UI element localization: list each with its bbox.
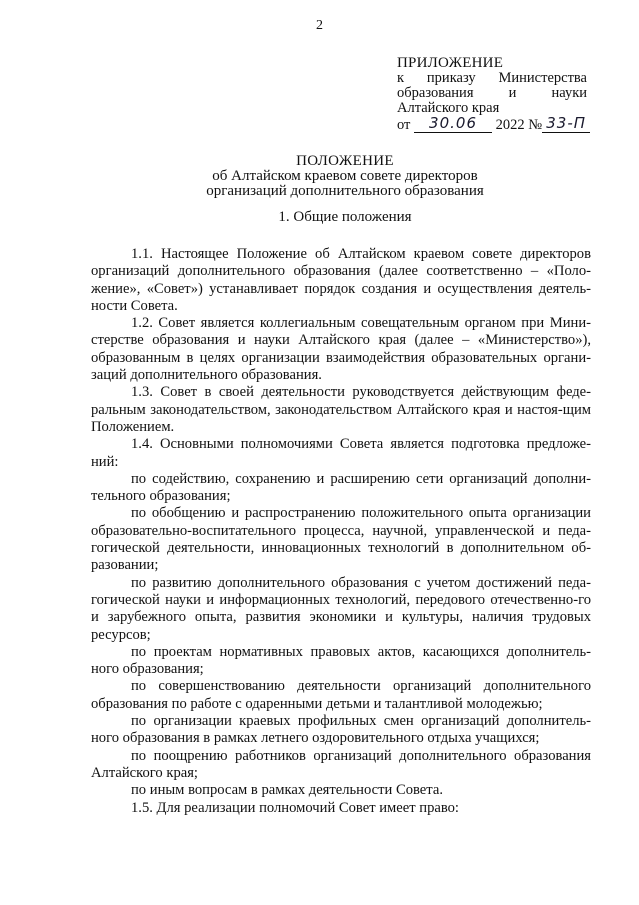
order-year: 2022 — [495, 117, 525, 133]
appendix-line-1: к приказу Министерства — [397, 70, 587, 86]
body-text — [91, 246, 591, 817]
date-field — [414, 116, 492, 133]
list-item: по поощрению работников организаций дополнительного образования Алтайского края; — [91, 747, 591, 781]
list-item: по проектам нормативных правовых актов, касающихся дополнитель-ного образования; — [91, 643, 591, 678]
title-sub-1: об Алтайском краевом совете директоров — [212, 168, 478, 184]
title-sub-2: организаций дополнительного образования — [206, 183, 484, 199]
section-heading: 1. Общие положения — [278, 209, 412, 225]
handwritten-date: 30.06 — [429, 114, 477, 132]
order-date-line — [397, 116, 587, 134]
list-item: по иным вопросам в рамках деятельности Совета. — [131, 782, 443, 799]
paragraph-1-2: 1.2. Совет является коллегиальным совещательным органом при Мини-стерстве образования и науки Алтайского края (далее – «Министерство»), образованным в целях организации взаимодействия образовательных органи-заций дополнительного образования. — [91, 315, 591, 384]
list-item: по совершенствованию деятельности организаций дополнительного образования по работе с одаренными детьми и талантливой молодежью; — [91, 678, 591, 712]
paragraph-1-1: 1.1. Настоящее Положение об Алтайском краевом совете директоров организаций дополнительного образования (далее соответственно – «Поло-жение», «Совет») устанавливает порядок создания и осуществления деятель-ности Совета. — [91, 246, 591, 314]
handwritten-number: 33-П — [546, 114, 587, 132]
appendix-line-3: Алтайского края — [397, 100, 500, 116]
list-item: по развитию дополнительного образования с учетом достижений педа-гогической науки и информационных технологий, передового отечественно-го и зарубежного опыта, развития экономики и культуры, наличия трудовых ресурсов; — [91, 574, 591, 643]
title-main: ПОЛОЖЕНИЕ — [296, 153, 394, 169]
number-sign: № — [528, 117, 543, 133]
paragraph-1-5: 1.5. Для реализации полномочий Совет имеет право: — [131, 799, 459, 816]
page-number: 2 — [316, 18, 323, 33]
paragraph-1-3: 1.3. Совет в своей деятельности руководствуется действующим феде-ральным законодательством, законодательством Алтайского края и настоя-щим Положением. — [91, 384, 591, 435]
appendix-block — [397, 56, 587, 134]
list-item: по обобщению и распространению положительного опыта организации образовательно-воспитательного процесса, научной, управленческой и педа-гогической деятельности, инновационных технологий в дополнительном об-разовании; — [91, 505, 591, 574]
paragraph-1-4: 1.4. Основными полномочиями Совета является подготовка предложе-ний: — [91, 436, 591, 470]
appendix-line-2: образования и науки — [397, 85, 587, 101]
appendix-title: ПРИЛОЖЕНИЕ — [397, 55, 504, 71]
list-item: по содействию, сохранению и расширению сети организаций дополни-тельного образования; — [91, 470, 591, 505]
number-field — [542, 116, 590, 133]
document-title — [0, 154, 639, 199]
list-item: по организации краевых профильных смен организаций дополнитель-ного образования в рамках летнего оздоровительного отдыха учащихся; — [91, 713, 591, 747]
date-prefix: от — [397, 117, 411, 133]
